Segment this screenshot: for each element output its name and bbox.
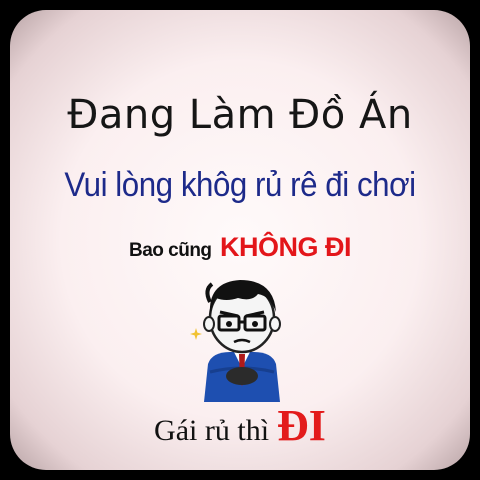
punchline-emphasis: ĐI — [277, 401, 326, 450]
refusal-line — [10, 232, 470, 263]
refusal-prefix: Bao cũng — [128, 240, 212, 261]
thinking-man-icon — [182, 272, 302, 402]
refusal-emphasis: KHÔNG ĐI — [220, 232, 351, 262]
title-text: Đang Làm Đồ Án — [67, 92, 413, 138]
meme-card — [10, 10, 470, 470]
subtitle-text: Vui lòng khôg rủ rê đi chơi — [64, 166, 416, 204]
punchline-prefix: Gái rủ thì — [154, 414, 270, 447]
punchline — [10, 400, 470, 451]
